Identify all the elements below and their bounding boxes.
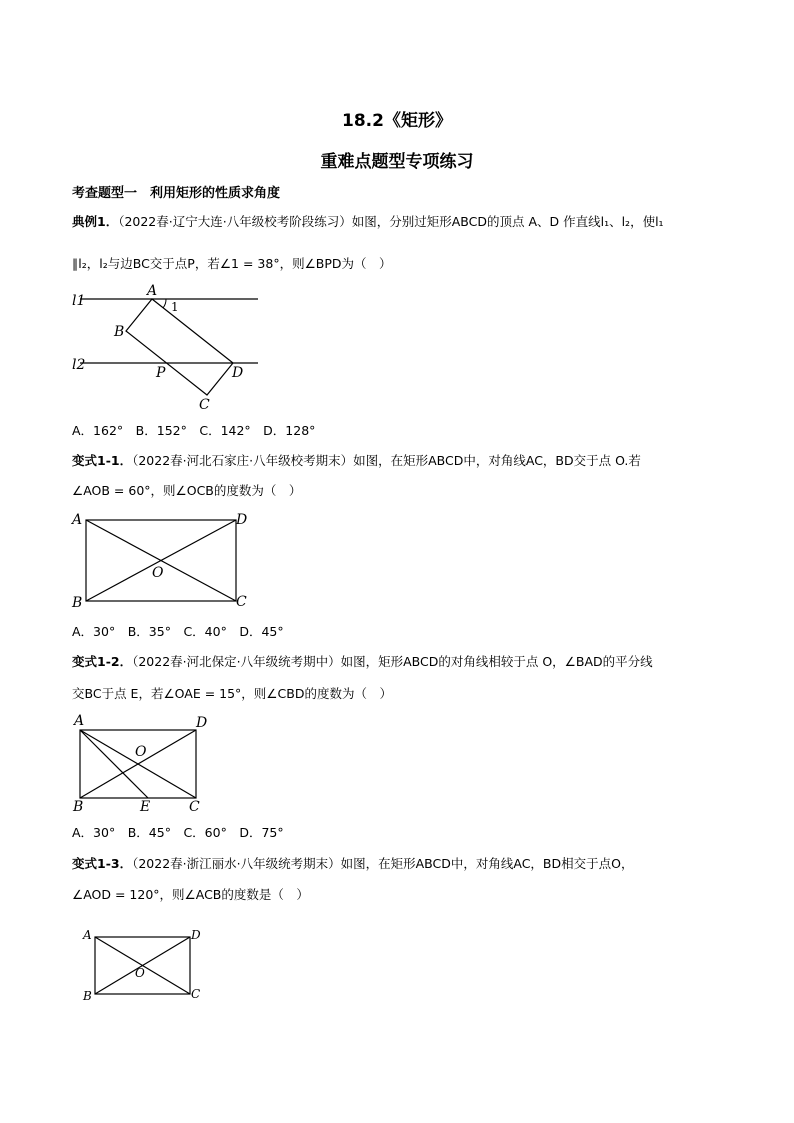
label-D: D bbox=[232, 365, 244, 381]
label-B: B bbox=[114, 324, 125, 340]
label-A: A bbox=[83, 928, 92, 942]
q2-label: 变式1-1． bbox=[72, 453, 133, 468]
q4-label: 变式1-3． bbox=[72, 856, 133, 871]
q3-figure bbox=[70, 712, 220, 816]
q1-text-line2: ∥l₂，l₂与边BC交于点P，若∠1 = 38°，则∠BPD为（ ） bbox=[72, 256, 392, 271]
page-subtitle: 重难点题型专项练习 bbox=[320, 152, 474, 172]
label-l2: l2 bbox=[72, 357, 86, 373]
q3-choices: A．30° B．45° C．60° D．75° bbox=[72, 825, 284, 840]
label-O: O bbox=[135, 966, 145, 980]
label-A: A bbox=[74, 713, 85, 729]
label-B: B bbox=[83, 989, 92, 1003]
label-D: D bbox=[236, 512, 248, 528]
label-C: C bbox=[189, 799, 200, 815]
angle-1-arc bbox=[163, 299, 166, 308]
q1-text-line1 bbox=[72, 213, 722, 231]
q3-text-line2: 交BC于点 E，若∠OAE = 15°，则∠CBD的度数为（ ） bbox=[72, 686, 392, 701]
q4-text: （2022春·浙江丽水·八年级统考期末）如图，在矩形ABCD中，对角线AC，BD相交于点O， bbox=[132, 856, 634, 871]
q1-text: （2022春·辽宁大连·八年级校考阶段练习）如图，分别过矩形ABCD的顶点 A、D 作直线l₁、l₂，使l₁ bbox=[118, 214, 664, 229]
q4-figure bbox=[80, 925, 210, 1005]
q1-figure bbox=[70, 283, 270, 413]
label-angle-1: 1 bbox=[171, 300, 179, 314]
label-D: D bbox=[196, 715, 208, 731]
q2-text: （2022春·河北石家庄·八年级校考期末）如图，在矩形ABCD中，对角线AC，BD交于点 O.若 bbox=[132, 453, 641, 468]
q1-label: 典例1． bbox=[72, 214, 119, 229]
q2-figure bbox=[70, 510, 260, 610]
label-P: P bbox=[156, 365, 166, 381]
q2-text-line1 bbox=[72, 452, 722, 470]
q4-text-line2: ∠AOD = 120°，则∠ACB的度数是（ ） bbox=[72, 887, 309, 902]
label-A: A bbox=[147, 283, 158, 299]
label-O: O bbox=[135, 744, 147, 760]
q2-choices: A．30° B．35° C．40° D．45° bbox=[72, 624, 284, 639]
label-C: C bbox=[236, 594, 247, 610]
q3-text-line1 bbox=[72, 653, 722, 671]
label-E: E bbox=[140, 799, 151, 815]
label-C: C bbox=[199, 397, 210, 413]
label-A: A bbox=[72, 512, 83, 528]
label-C: C bbox=[191, 987, 201, 1001]
label-B: B bbox=[73, 799, 84, 815]
label-l1: l1 bbox=[72, 293, 86, 309]
q2-text-line2: ∠AOB = 60°，则∠OCB的度数为（ ） bbox=[72, 483, 302, 498]
q4-text-line1 bbox=[72, 855, 722, 873]
section-heading: 考查题型一 利用矩形的性质求角度 bbox=[72, 186, 281, 201]
q3-label: 变式1-2． bbox=[72, 654, 133, 669]
q3-text: （2022春·河北保定·八年级统考期中）如图，矩形ABCD的对角线相较于点 O，∠BAD的平分线 bbox=[132, 654, 653, 669]
page-title: 18.2《矩形》 bbox=[342, 111, 452, 131]
label-D: D bbox=[191, 928, 201, 942]
label-O: O bbox=[152, 565, 164, 581]
label-B: B bbox=[72, 595, 83, 611]
rectangle-abcd bbox=[126, 299, 233, 395]
q1-choices: A．162° B．152° C．142° D．128° bbox=[72, 423, 316, 438]
